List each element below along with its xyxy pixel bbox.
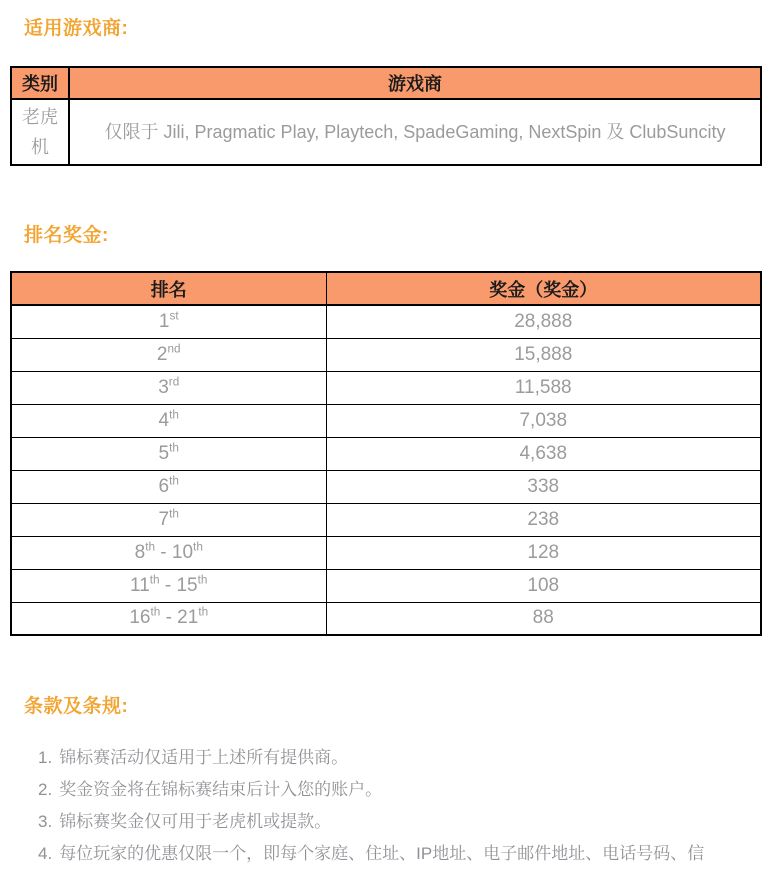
prize-cell: 4,638 xyxy=(326,437,761,470)
ranking-row xyxy=(11,437,761,470)
rank-cell: 1st xyxy=(11,305,326,338)
rank-cell: 2nd xyxy=(11,338,326,371)
prize-cell: 15,888 xyxy=(326,338,761,371)
ranking-header-row xyxy=(11,272,761,305)
ranking-row xyxy=(11,338,761,371)
providers-header-row xyxy=(11,67,761,99)
providers-table xyxy=(10,66,762,166)
ranking-row xyxy=(11,404,761,437)
prize-cell: 108 xyxy=(326,569,761,602)
terms-section-heading: 条款及条规: xyxy=(24,696,129,717)
ranking-row xyxy=(11,602,761,635)
category-cell: 老虎机 xyxy=(11,99,69,165)
prize-cell: 7,038 xyxy=(326,404,761,437)
providers-section-heading: 适用游戏商: xyxy=(24,18,129,39)
rank-cell: 3rd xyxy=(11,371,326,404)
prize-cell: 238 xyxy=(326,503,761,536)
term-number: 2. xyxy=(38,780,53,799)
rank-cell: 8th - 10th xyxy=(11,536,326,569)
term-number: 1. xyxy=(38,748,53,767)
providers-header-provider: 游戏商 xyxy=(69,67,761,99)
prize-cell: 88 xyxy=(326,602,761,635)
term-item xyxy=(38,806,762,838)
providers-list-cell: 仅限于 Jili, Pragmatic Play, Playtech, SpadeGaming, NextSpin 及 ClubSuncity xyxy=(69,99,761,165)
prize-cell: 128 xyxy=(326,536,761,569)
term-number: 4. xyxy=(38,844,53,863)
ranking-row xyxy=(11,470,761,503)
ranking-row xyxy=(11,536,761,569)
ranking-row xyxy=(11,569,761,602)
rank-cell: 16th - 21th xyxy=(11,602,326,635)
rank-cell: 6th xyxy=(11,470,326,503)
ranking-header-rank: 排名 xyxy=(11,272,326,305)
ranking-row xyxy=(11,305,761,338)
rank-cell: 5th xyxy=(11,437,326,470)
ranking-header-prize: 奖金（奖金） xyxy=(326,272,761,305)
ranking-row xyxy=(11,371,761,404)
ranking-table xyxy=(10,271,762,636)
rank-cell: 7th xyxy=(11,503,326,536)
ranking-row xyxy=(11,503,761,536)
prize-cell: 28,888 xyxy=(326,305,761,338)
term-item xyxy=(38,742,762,774)
term-item xyxy=(38,838,762,870)
rank-cell: 4th xyxy=(11,404,326,437)
rank-cell: 11th - 15th xyxy=(11,569,326,602)
ranking-section-heading: 排名奖金: xyxy=(24,225,109,246)
providers-data-row xyxy=(11,99,761,165)
term-text: 每位玩家的优惠仅限一个，即每个家庭、住址、IP地址、电子邮件地址、电话号码、信 xyxy=(59,844,705,863)
term-text: 锦标赛活动仅适用于上述所有提供商。 xyxy=(59,748,349,767)
prize-cell: 11,588 xyxy=(326,371,761,404)
term-number: 3. xyxy=(38,812,53,831)
term-item xyxy=(38,774,762,806)
providers-header-category: 类别 xyxy=(11,67,69,99)
prize-cell: 338 xyxy=(326,470,761,503)
terms-list xyxy=(10,742,762,870)
term-text: 奖金资金将在锦标赛结束后计入您的账户。 xyxy=(59,780,383,799)
term-text: 锦标赛奖金仅可用于老虎机或提款。 xyxy=(59,812,332,831)
